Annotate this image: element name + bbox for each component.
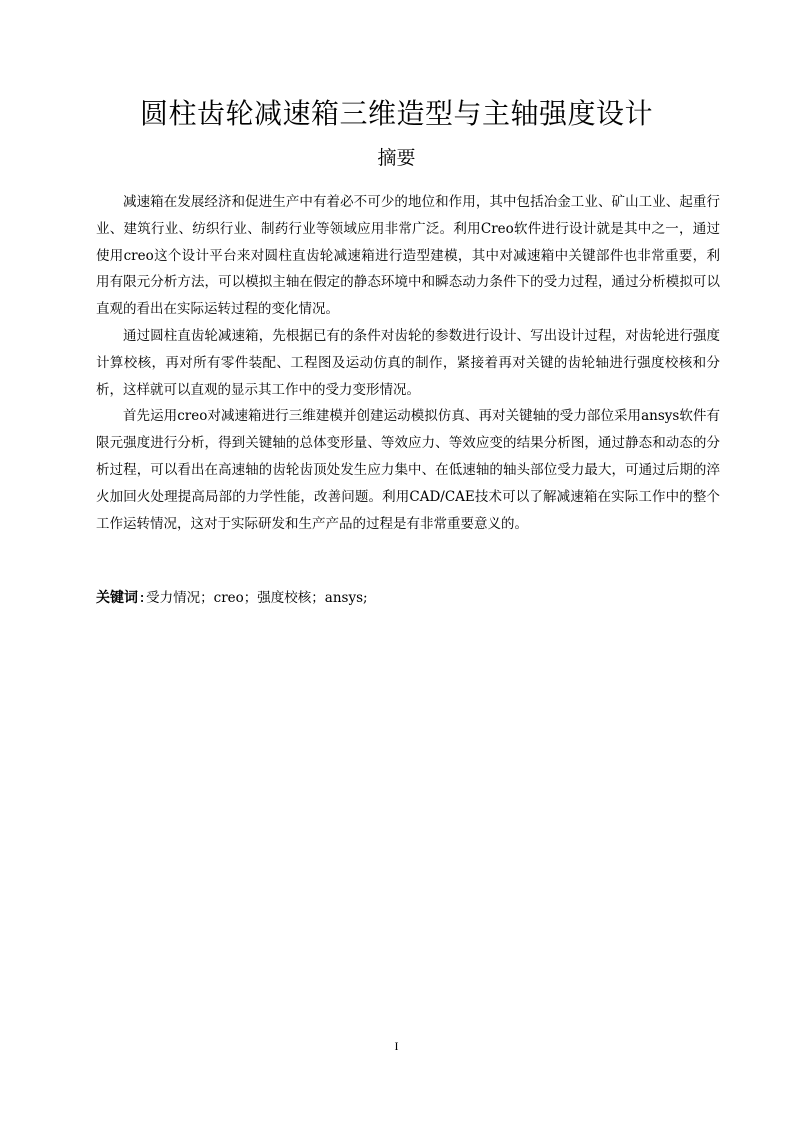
page-number: I xyxy=(394,1039,399,1053)
abstract-heading: 摘要 xyxy=(377,147,416,169)
abstract-paragraph-3: 首先运用creo对减速箱进行三维建模并创建运动模拟仿真、再对关键轴的受力部位采用ansys软件有限元强度进行分析，得到关键轴的总体变形量、等效应力、等效应变的结果分析图，通过静态和动态的分析过程，可以看出在高速轴的齿轮齿顶处发生应力集中、在低速轴的轴头部位受力最大，可通过后期的淬火加回火处理提高局部的力学性能，改善问题。利用CAD/CAE技术可以了解减速箱在实际工作中的整个工作运转情况，这对于实际研发和生产产品的过程是有非常重要意义的。 xyxy=(96,408,720,532)
abstract-paragraph-2: 通过圆柱直齿轮减速箱，先根据已有的条件对齿轮的参数进行设计、写出设计过程，对齿轮进行强度计算校核，再对所有零件装配、工程图及运动仿真的制作，紧接着再对关键的齿轮轴进行强度校核和分析，这样就可以直观的显示其工作中的受力变形情况。 xyxy=(96,327,720,398)
abstract-paragraph-1: 减速箱在发展经济和促进生产中有着必不可少的地位和作用，其中包括冶金工业、矿山工业、起重行业、建筑行业、纺织行业、制药行业等领域应用非常广泛。利用Creo软件进行设计就是其中之一，通过使用creo这个设计平台来对圆柱直齿轮减速箱进行造型建模，其中对减速箱中关键部件也非常重要，利用有限元分析方法，可以模拟主轴在假定的静态环境中和瞬态动力条件下的受力过程，通过分析模拟可以直观的看出在实际运转过程的变化情况。 xyxy=(96,194,720,318)
document-title: 圆柱齿轮减速箱三维造型与主轴强度设计 xyxy=(139,97,653,130)
keywords-separator: : xyxy=(138,590,147,606)
abstract-body xyxy=(96,189,720,537)
keywords-text: 受力情况；creo；强度校核；ansys; xyxy=(146,590,368,606)
keywords-label: 关键词 xyxy=(96,590,138,606)
keywords-line xyxy=(96,586,720,610)
